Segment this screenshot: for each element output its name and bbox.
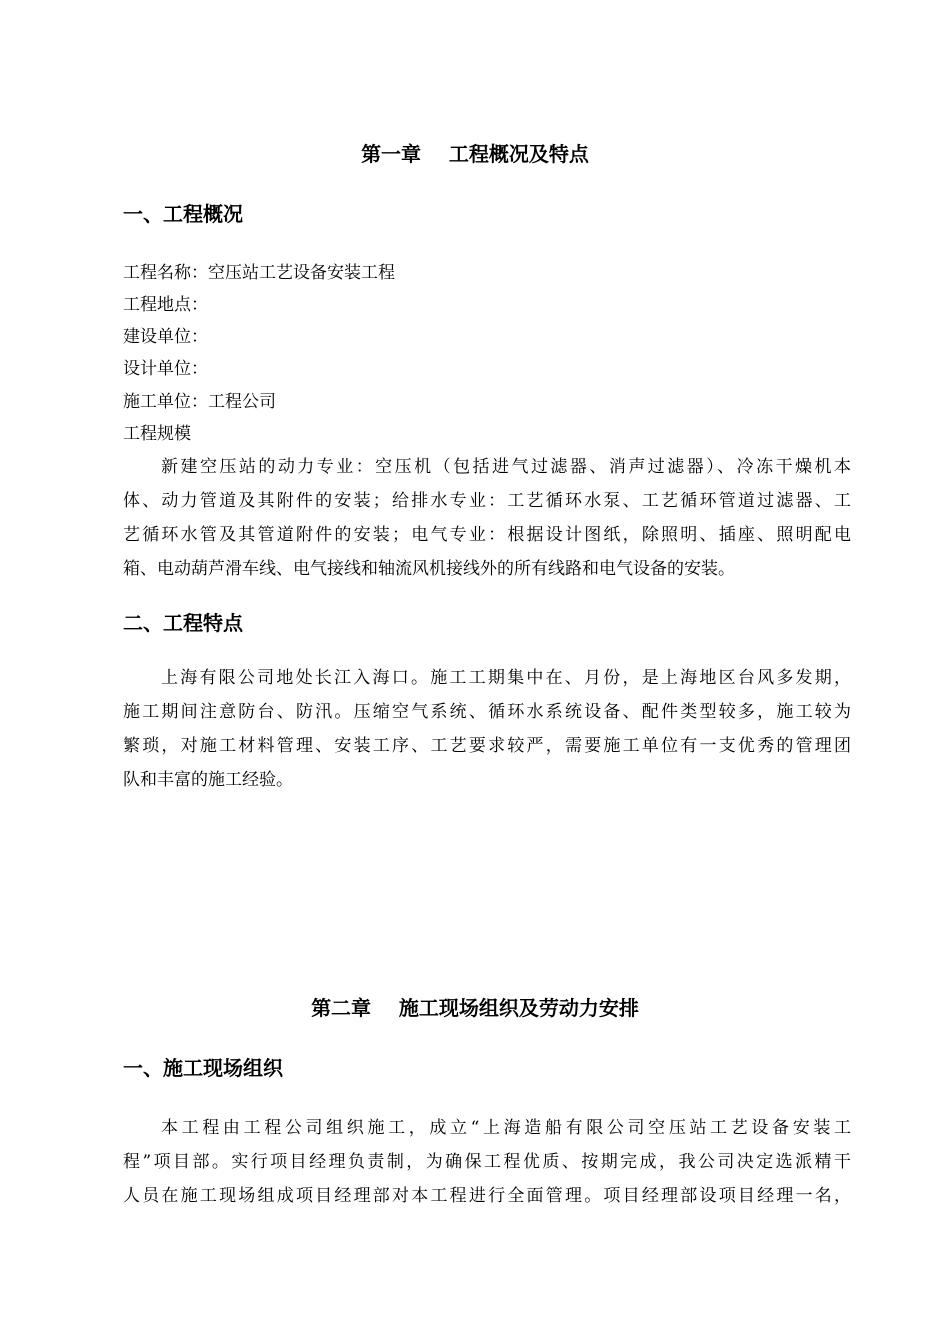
project-name-line: 工程名称：空压站工艺设备安装工程	[123, 263, 395, 283]
chapter-1-title: 第一章 工程概况及特点	[361, 142, 589, 166]
site-organization-paragraph-line: 人员在施工现场组成项目经理部对本工程进行全面管理。项目经理部设项目经理一名，	[123, 1186, 851, 1206]
project-scale-label: 工程规模	[123, 424, 191, 444]
site-organization-paragraph-line: 本工程由工程公司组织施工，成立“上海造船有限公司空压站工艺设备安装工	[161, 1118, 851, 1138]
scale-paragraph-line: 新建空压站的动力专业：空压机（包括进气过滤器、消声过滤器）、冷冻干燥机本	[161, 457, 851, 477]
section-site-organization-heading: 一、施工现场组织	[123, 1056, 283, 1080]
scale-paragraph-line: 艺循环水管及其管道附件的安装；电气专业：根据设计图纸，除照明、插座、照明配电	[123, 525, 851, 545]
scale-paragraph-line: 体、动力管道及其附件的安装；给排水专业：工艺循环水泵、工艺循环管道过滤器、工	[123, 491, 851, 511]
owner-unit-line: 建设单位：	[123, 327, 208, 347]
project-location-line: 工程地点：	[123, 295, 208, 315]
chapter-2-title: 第二章 施工现场组织及劳动力安排	[311, 996, 639, 1020]
section-project-overview-heading: 一、工程概况	[123, 202, 243, 226]
features-paragraph-line: 施工期间注意防台、防汛。压缩空气系统、循环水系统设备、配件类型较多，施工较为	[123, 702, 851, 722]
features-paragraph-line: 繁琐，对施工材料管理、安装工序、工艺要求较严，需要施工单位有一支优秀的管理团	[123, 736, 851, 756]
design-unit-line: 设计单位：	[123, 359, 208, 379]
features-paragraph-line: 队和丰富的施工经验。	[123, 770, 293, 790]
scale-paragraph-line: 箱、电动葫芦滑车线、电气接线和轴流风机接线外的所有线路和电气设备的安装。	[123, 559, 735, 579]
construction-unit-line: 施工单位：工程公司	[123, 392, 276, 412]
features-paragraph-line: 上海有限公司地处长江入海口。施工工期集中在、月份，是上海地区台风多发期，	[161, 668, 851, 688]
site-organization-paragraph-line: 程”项目部。实行项目经理负责制，为确保工程优质、按期完成，我公司决定选派精干	[123, 1152, 851, 1172]
section-project-features-heading: 二、工程特点	[123, 611, 243, 635]
